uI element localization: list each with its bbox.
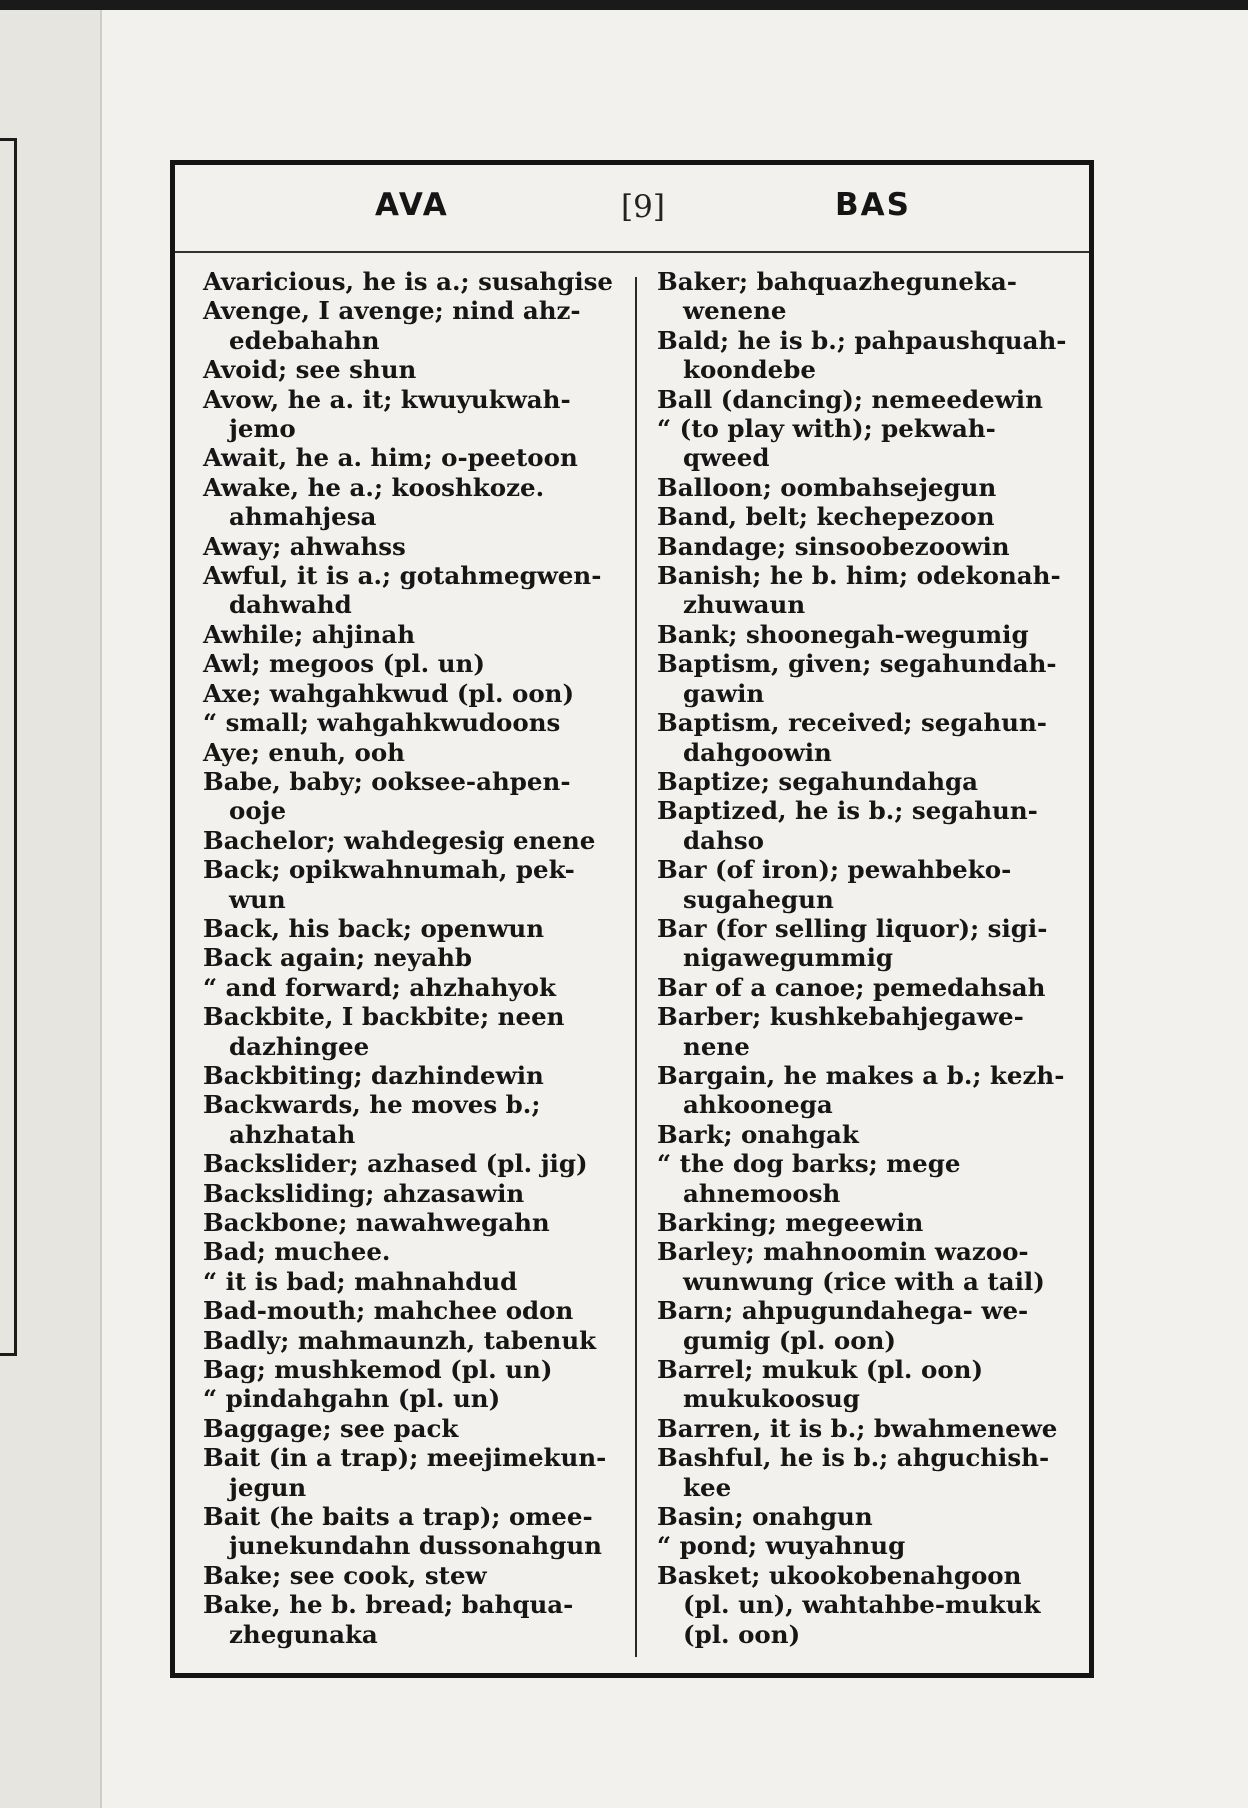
dictionary-entry <box>203 826 623 855</box>
entry-text: Baptism, received; segahun- <box>657 708 1047 738</box>
entry-continuation: zhuwaun <box>683 590 806 620</box>
entry-text: Back; opikwahnumah, pek- <box>203 855 575 885</box>
entry-continuation: ahkoonega <box>683 1090 833 1120</box>
dictionary-entry <box>657 561 1077 620</box>
entry-text: Backsliding; ahzasawin <box>203 1178 525 1208</box>
dictionary-entry <box>657 502 1077 531</box>
entry-text: Barley; mahnoomin wazoo- <box>657 1237 1029 1267</box>
entry-text: Bag; mushkemod (pl. un) <box>203 1355 553 1385</box>
dictionary-entry <box>657 1443 1077 1502</box>
dictionary-entry <box>203 1561 623 1590</box>
dictionary-entry <box>203 1179 623 1208</box>
dictionary-entry <box>657 1208 1077 1237</box>
page-frame <box>170 160 1094 1678</box>
dictionary-entry <box>657 414 1077 473</box>
entry-text: “ it is bad; mahnahdud <box>203 1266 518 1296</box>
entry-text: Balloon; oombahsejegun <box>657 472 997 502</box>
dictionary-entry <box>203 1443 623 1502</box>
entry-text: Backbite, I backbite; neen <box>203 1002 565 1032</box>
dictionary-entry <box>203 1090 623 1149</box>
left-column <box>203 267 623 1649</box>
dictionary-entry <box>657 1502 1077 1531</box>
entry-text: Barking; megeewin <box>657 1208 924 1237</box>
dictionary-entry <box>203 973 623 1002</box>
entry-text: Babe, baby; ooksee-ahpen- <box>203 766 571 796</box>
entry-text: Avaricious, he is a.; susahgise <box>203 267 614 296</box>
dictionary-entry <box>203 620 623 649</box>
dictionary-entry <box>203 443 623 472</box>
dictionary-entry <box>203 1414 623 1443</box>
dictionary-entry <box>203 1384 623 1413</box>
entry-continuation: kee <box>683 1472 732 1502</box>
entry-continuation: wun <box>229 884 286 914</box>
entry-text: Bake; see cook, stew <box>203 1560 487 1590</box>
entry-text: Basin; onahgun <box>657 1502 873 1532</box>
entry-text: Bar (for selling liquor); sigi- <box>657 913 1048 943</box>
entry-text: Barn; ahpugundahega- we- <box>657 1296 1029 1326</box>
entry-text: “ small; wahgahkwudoons <box>203 708 561 738</box>
entry-text: Bald; he is b.; pahpaushquah- <box>657 325 1067 355</box>
dictionary-entry <box>203 385 623 444</box>
entry-text: Bad-mouth; mahchee odon <box>203 1296 574 1326</box>
dictionary-entry <box>657 796 1077 855</box>
right-guide-word: BAS <box>835 187 911 223</box>
dictionary-entry <box>203 296 623 355</box>
entry-text: Awl; megoos (pl. un) <box>203 649 485 679</box>
entry-continuation: nene <box>683 1031 750 1061</box>
entry-text: Barrel; mukuk (pl. oon) <box>657 1355 984 1385</box>
dictionary-entry <box>657 1061 1077 1120</box>
dictionary-entry <box>657 473 1077 502</box>
entry-text: Baptism, given; segahundah- <box>657 649 1057 679</box>
dictionary-entry <box>203 943 623 972</box>
entry-text: Bandage; sinsoobezoowin <box>657 531 1010 561</box>
entry-text: Ball (dancing); nemeedewin <box>657 384 1043 414</box>
entry-text: “ pond; wuyahnug <box>657 1531 906 1561</box>
entry-text: Bark; onahgak <box>657 1119 859 1149</box>
dictionary-entry <box>203 1355 623 1384</box>
entry-text: Away; ahwahss <box>203 531 406 561</box>
dictionary-entry <box>203 1149 623 1178</box>
entry-continuation: sugahegun <box>683 884 834 914</box>
page-number: [9] <box>621 189 665 225</box>
dictionary-entry <box>657 1002 1077 1061</box>
dictionary-entry <box>657 267 1077 326</box>
entry-text: Backwards, he moves b.; <box>203 1090 541 1120</box>
dictionary-entry <box>657 914 1077 973</box>
entry-text: Baggage; see pack <box>203 1413 459 1443</box>
entry-text: Banish; he b. him; odekonah- <box>657 561 1061 591</box>
dictionary-entry <box>657 1561 1077 1649</box>
entry-text: Back again; neyahb <box>203 943 473 973</box>
running-header <box>175 165 1089 253</box>
entry-continuation: dahso <box>683 825 764 855</box>
dictionary-entry <box>657 1355 1077 1414</box>
entry-continuation: ahmahjesa <box>229 502 377 532</box>
entry-text: Axe; wahgahkwud (pl. oon) <box>203 678 575 708</box>
left-guide-word: AVA <box>375 187 449 223</box>
dictionary-entry <box>203 649 623 678</box>
entry-continuation: (pl. oon) <box>683 1619 801 1649</box>
dictionary-entry <box>203 1502 623 1561</box>
entry-text: Bake, he b. bread; bahqua- <box>203 1590 574 1620</box>
entry-continuation: gumig (pl. oon) <box>683 1325 897 1355</box>
entry-continuation: ooje <box>229 796 287 826</box>
entry-text: Await, he a. him; o-peetoon <box>203 443 578 473</box>
entry-text: Aye; enuh, ooh <box>203 737 405 767</box>
entry-text: “ the dog barks; mege <box>657 1149 961 1179</box>
entry-text: Band, belt; kechepezoon <box>657 502 995 532</box>
dictionary-entry <box>203 914 623 943</box>
entry-text: Bad; muchee. <box>203 1237 391 1267</box>
dictionary-entry <box>203 1002 623 1061</box>
dictionary-entry <box>203 532 623 561</box>
entry-text: Bashful, he is b.; ahguchish- <box>657 1443 1050 1473</box>
dictionary-entry <box>657 532 1077 561</box>
dictionary-entry <box>657 855 1077 914</box>
entry-text: Backslider; azhased (pl. jig) <box>203 1149 588 1179</box>
dictionary-entry <box>657 1296 1077 1355</box>
dictionary-entry <box>203 1590 623 1649</box>
page-top-edge <box>0 0 1248 10</box>
entry-text: Back, his back; openwun <box>203 913 545 943</box>
dictionary-entry <box>203 355 623 384</box>
right-column <box>657 267 1077 1649</box>
entry-text: Bar (of iron); pewahbeko- <box>657 855 1012 885</box>
entry-text: Backbiting; dazhindewin <box>203 1060 544 1090</box>
entry-text: Baker; bahquazheguneka- <box>657 267 1017 296</box>
dictionary-entry <box>203 1208 623 1237</box>
dictionary-entry <box>203 738 623 767</box>
entry-continuation: zhegunaka <box>229 1619 378 1649</box>
entry-continuation: koondebe <box>683 355 816 385</box>
dictionary-entry <box>203 1267 623 1296</box>
entry-text: Awhile; ahjinah <box>203 619 416 649</box>
entry-continuation: jegun <box>229 1472 307 1502</box>
dictionary-entry <box>657 1120 1077 1149</box>
dictionary-entry <box>657 767 1077 796</box>
entry-continuation: ahzhatah <box>229 1119 356 1149</box>
facing-page-frame-edge <box>0 138 17 1356</box>
entry-text: Bait (he baits a trap); omee- <box>203 1502 593 1532</box>
entry-text: “ (to play with); pekwah- <box>657 414 996 444</box>
dictionary-entry <box>657 1237 1077 1296</box>
entry-text: Badly; mahmaunzh, tabenuk <box>203 1325 597 1355</box>
dictionary-entry <box>657 1531 1077 1560</box>
entry-text: Bank; shoonegah-wegumig <box>657 619 1029 649</box>
dictionary-entry <box>203 267 623 296</box>
entry-text: “ pindahgahn (pl. un) <box>203 1384 501 1414</box>
dictionary-entry <box>203 679 623 708</box>
dictionary-entry <box>203 1237 623 1266</box>
entry-continuation: nigawegummig <box>683 943 894 973</box>
column-divider <box>635 277 637 1657</box>
dictionary-entry <box>657 708 1077 767</box>
dictionary-entry <box>203 1296 623 1325</box>
dictionary-entry <box>203 473 623 532</box>
entry-text: Bait (in a trap); meejimekun- <box>203 1443 607 1473</box>
entry-text: Basket; ukookobenahgoon <box>657 1560 1022 1590</box>
entry-continuation: qweed <box>683 443 770 473</box>
entry-text: Baptize; segahundahga <box>657 766 979 796</box>
entry-continuation: dazhingee <box>229 1031 370 1061</box>
entry-continuation: jemo <box>229 414 296 444</box>
entry-text: Barren, it is b.; bwahmenewe <box>657 1413 1058 1443</box>
entry-text: Barber; kushkebahjegawe- <box>657 1002 1024 1032</box>
entry-continuation: (pl. un), wahtahbe-mukuk <box>683 1590 1041 1620</box>
entry-text: Awful, it is a.; gotahmegwen- <box>203 561 602 591</box>
dictionary-entry <box>203 561 623 620</box>
dictionary-entry <box>657 326 1077 385</box>
entry-continuation: dahwahd <box>229 590 352 620</box>
entry-text: Awake, he a.; kooshkoze. <box>203 472 545 502</box>
entry-text: Backbone; nawahwegahn <box>203 1208 550 1237</box>
dictionary-entry <box>657 1414 1077 1443</box>
entry-text: Avenge, I avenge; nind ahz- <box>203 296 581 326</box>
dictionary-entry <box>203 855 623 914</box>
dictionary-entry <box>657 649 1077 708</box>
dictionary-entry <box>203 708 623 737</box>
dictionary-entry <box>657 1149 1077 1208</box>
entry-continuation: wunwung (rice with a tail) <box>683 1266 1045 1296</box>
entry-continuation: edebahahn <box>229 325 380 355</box>
entry-text: Bar of a canoe; pemedahsah <box>657 972 1046 1002</box>
dictionary-entry <box>203 767 623 826</box>
dictionary-entry <box>657 385 1077 414</box>
entry-continuation: junekundahn dussonahgun <box>229 1531 602 1561</box>
entry-continuation: dahgoowin <box>683 737 832 767</box>
dictionary-entry <box>657 973 1077 1002</box>
entry-text: Avoid; see shun <box>203 355 417 385</box>
entry-text: Bargain, he makes a b.; kezh- <box>657 1060 1065 1090</box>
dictionary-entry <box>203 1326 623 1355</box>
entry-text: Avow, he a. it; kwuyukwah- <box>203 384 571 414</box>
entry-continuation: wenene <box>683 296 787 326</box>
entry-continuation: ahnemoosh <box>683 1178 841 1208</box>
entry-text: “ and forward; ahzhahyok <box>203 972 556 1002</box>
entry-continuation: gawin <box>683 678 765 708</box>
dictionary-entry <box>203 1061 623 1090</box>
dictionary-entry <box>657 620 1077 649</box>
entry-continuation: mukukoosug <box>683 1384 860 1414</box>
entry-text: Bachelor; wahdegesig enene <box>203 825 596 855</box>
entry-text: Baptized, he is b.; segahun- <box>657 796 1038 826</box>
